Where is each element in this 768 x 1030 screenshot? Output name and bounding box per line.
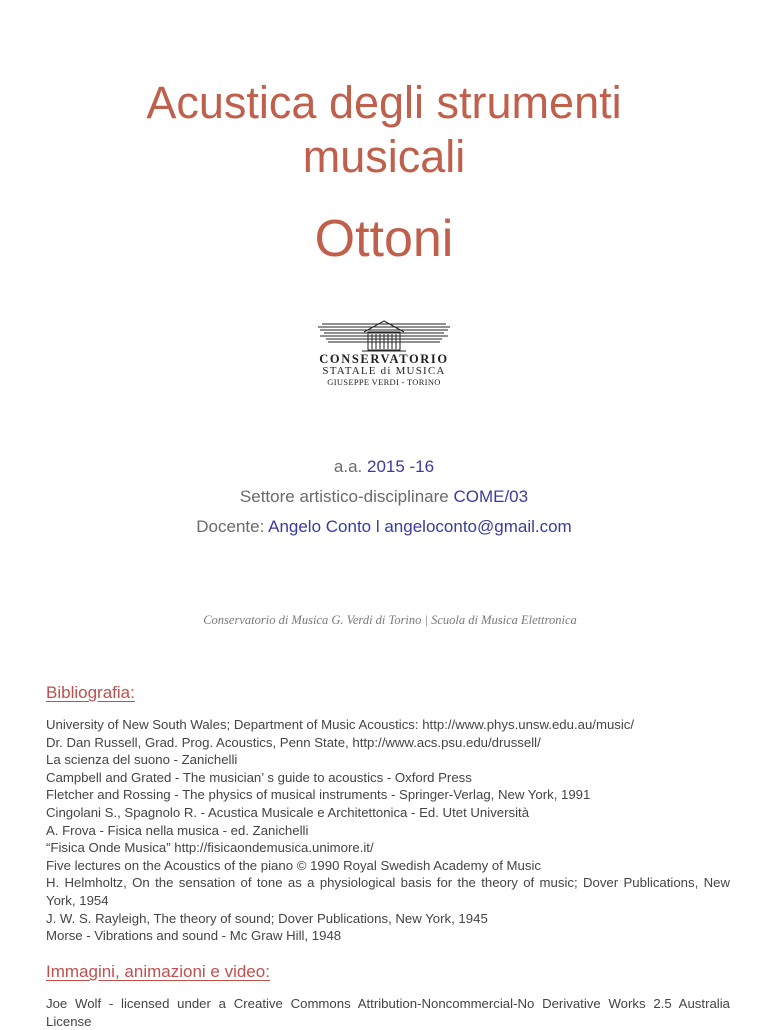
bibliography-entry: J. W. S. Rayleigh, The theory of sound; Dover Publications, New York, 1945	[46, 910, 488, 926]
bibliography-entry: A. Frova - Fisica nella musica - ed. Zanichelli	[46, 822, 309, 838]
bibliography-entry: Five lectures on the Acoustics of the piano © 1990 Royal Swedish Academy of Music	[46, 857, 541, 873]
media-credits-heading: Immagini, animazioni e video:	[46, 962, 270, 981]
building-emblem-icon	[310, 318, 458, 354]
teacher-name-email: Angelo Conto l angeloconto@gmail.com	[268, 517, 572, 536]
page-title	[0, 76, 768, 184]
media-credits-text: Joe Wolf - licensed under a Creative Commons Attribution-Noncommercial-No Derivative Works 2.5 Australia License	[46, 996, 730, 1029]
page-subtitle: Ottoni	[314, 210, 454, 268]
discipline-sector	[0, 482, 768, 512]
bibliography-entry: La scienza del suono - Zanichelli	[46, 752, 238, 768]
bibliography-entry: Morse - Vibrations and sound - Mc Graw Hill, 1948	[46, 928, 342, 944]
discipline-sector-code: COME/03	[453, 487, 529, 506]
academic-year-label: a.a.	[333, 457, 363, 476]
conservatorio-logo	[310, 318, 458, 390]
discipline-sector-label: Settore artistico-disciplinare	[239, 487, 449, 506]
bibliography-list	[46, 716, 730, 945]
teacher-label: Docente:	[196, 517, 265, 536]
logo-line-2: STATALE di MUSICA	[322, 365, 446, 377]
academic-year	[0, 452, 768, 482]
bibliography-heading: Bibliografia:	[46, 683, 135, 702]
bibliography-entry: “Fisica Onde Musica” http://fisicaondemusica.unimore.it/	[46, 840, 374, 856]
title-line-1: Acustica degli strumenti	[146, 77, 622, 128]
bibliography-entry: University of New South Wales; Department of Music Acoustics: http://www.phys.unsw.edu.au/music/	[46, 717, 635, 732]
bibliography-entry: Cingolani S., Spagnolo R. - Acustica Musicale e Architettonica - Ed. Utet Università	[46, 804, 530, 820]
teacher	[0, 512, 768, 542]
bibliography-entry: Campbell and Grated - The musician’ s guide to acoustics - Oxford Press	[46, 769, 472, 785]
bibliography-entry: Fletcher and Rossing - The physics of musical instruments - Springer-Verlag, New York, 1991	[46, 787, 591, 803]
bibliography-entry: Dr. Dan Russell, Grad. Prog. Acoustics, Penn State, http://www.acs.psu.edu/drussell/	[46, 734, 541, 750]
institution-line: Conservatorio di Musica G. Verdi di Torino | Scuola di Musica Elettronica	[203, 613, 577, 627]
logo-line-3: GIUSEPPE VERDI - TORINO	[327, 377, 441, 387]
title-line-2: musicali	[302, 131, 466, 182]
course-info	[0, 452, 768, 542]
bibliography-entry: H. Helmholtz, On the sensation of tone as a physiological basis for the theory of music; Dover Publications, New York, 1954	[46, 875, 730, 908]
logo-line-1: CONSERVATORIO	[319, 352, 449, 366]
academic-year-value: 2015 -16	[366, 457, 435, 476]
